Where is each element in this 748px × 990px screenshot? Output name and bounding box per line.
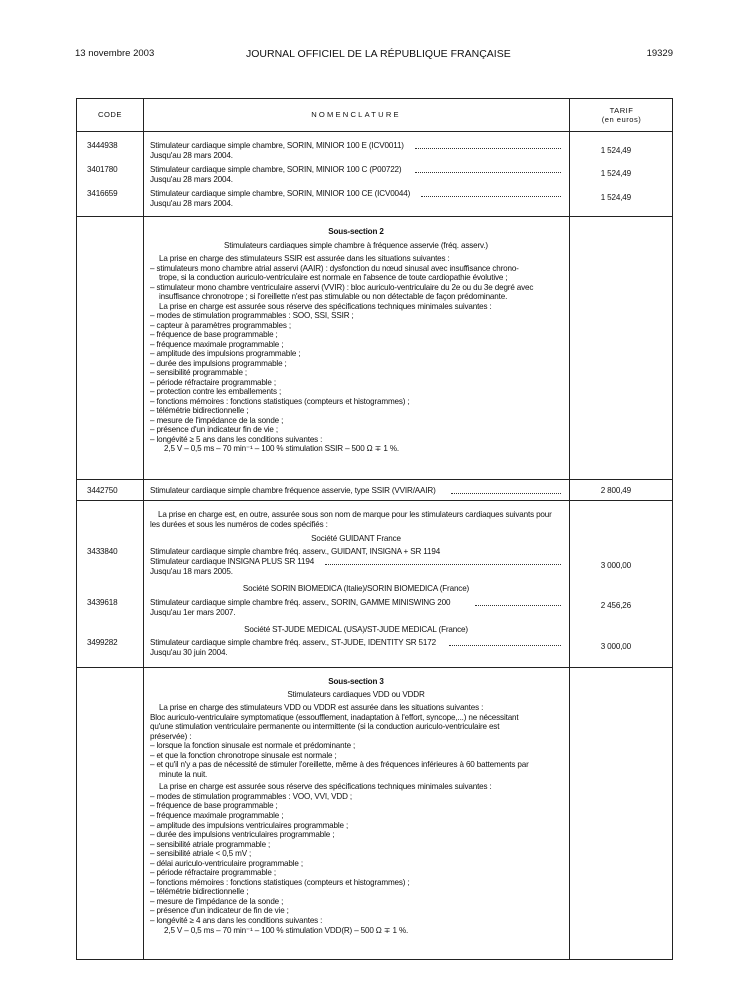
body-line: – présence d'un indicateur fin de vie ; xyxy=(150,425,278,434)
row-divider xyxy=(77,500,672,501)
body-line: – sensibilité atriale < 0,5 mV ; xyxy=(150,849,252,859)
company-name: Société GUIDANT France xyxy=(311,534,401,543)
body-line: – et qu'il n'y a pas de nécessité de stimuler l'oreillette, même à des fréquences inférieures à 60 battements par xyxy=(150,760,529,770)
body-line: – longévité ≥ 4 ans dans les conditions suivantes : xyxy=(150,916,323,926)
column-header-tarif-unit: (en euros) xyxy=(601,115,642,124)
body-line: – fréquence maximale programmable ; xyxy=(150,811,284,821)
body-line: – fréquence de base programmable ; xyxy=(150,330,278,339)
body-line: minute la nuit. xyxy=(159,769,208,779)
row-tarif: 2 800,49 xyxy=(600,486,631,495)
header-page-number: 19329 xyxy=(646,48,673,59)
row-description: Stimulateur cardiaque simple chambre fréquence asservie, type SSIR (VVIR/AAIR) xyxy=(150,486,436,495)
section-subheading: Stimulateurs cardiaques simple chambre à fréquence asservie (fréq. asserv.) xyxy=(224,241,488,250)
body-line: qu'une stimulation ventriculaire permanente ou intermittente (si la conduction auriculo-ventriculaire est xyxy=(150,722,500,732)
column-header-tarif: TARIF xyxy=(609,106,634,115)
body-line: – modes de stimulation programmables : VOO, VVI, VDD ; xyxy=(150,791,352,801)
row-note: Jusqu'au 28 mars 2004. xyxy=(150,199,233,208)
leader-dots xyxy=(421,196,561,197)
row-tarif: 1 524,49 xyxy=(600,193,631,202)
body-line: – durée des impulsions ventriculaires programmable ; xyxy=(150,830,335,840)
leader-dots xyxy=(415,172,561,173)
body-line: 2,5 V – 0,5 ms – 70 min⁻¹ – 100 % stimulation VDD(R) – 500 Ω ∓ 1 %. xyxy=(164,925,409,935)
row-description: Stimulateur cardiaque simple chambre, SORIN, MINIOR 100 E (ICV0011) xyxy=(150,141,404,150)
row-note: Jusqu'au 1er mars 2007. xyxy=(150,608,236,617)
column-header-nomenclature: NOMENCLATURE xyxy=(311,110,401,119)
row-tarif: 3 000,00 xyxy=(600,561,631,570)
body-line: La prise en charge des stimulateurs SSIR est assurée dans les situations suivantes : xyxy=(159,254,450,263)
row-code: 3433840 xyxy=(87,547,118,556)
company-name: Société SORIN BIOMEDICA (Italie)/SORIN BIOMEDICA (France) xyxy=(242,584,470,593)
body-line: – télémétrie bidirectionnelle ; xyxy=(150,406,249,415)
row-description: Stimulateur cardiaque simple chambre, SORIN, MINIOR 100 C (P00722) xyxy=(150,165,402,174)
body-line: insuffisance chronotrope ; si l'oreillette n'est pas stimulable ou non détectable de façon prédominante. xyxy=(159,292,508,301)
section-heading: Sous-section 3 xyxy=(328,677,384,686)
row-code: 3499282 xyxy=(87,638,118,647)
brands-intro: La prise en charge est, en outre, assurée sous son nom de marque pour les stimulateurs cardiaques suivants pour xyxy=(158,510,552,519)
body-line: – protection contre les emballements ; xyxy=(150,387,282,396)
row-tarif: 2 456,26 xyxy=(600,601,631,610)
body-line: – sensibilité programmable ; xyxy=(150,368,248,377)
section-body xyxy=(150,254,564,454)
body-line: – fonctions mémoires : fonctions statistiques (compteurs et histogrammes) ; xyxy=(150,396,410,406)
nomenclature-table xyxy=(76,98,673,960)
body-line: – capteur à paramètres programmables ; xyxy=(150,320,291,330)
row-note: Jusqu'au 28 mars 2004. xyxy=(150,151,233,160)
row-code: 3439618 xyxy=(87,598,118,607)
body-line: – mesure de l'impédance de la sonde ; xyxy=(150,415,284,425)
body-line: – télémétrie bidirectionnelle ; xyxy=(150,887,249,897)
body-line: La prise en charge des stimulateurs VDD ou VDDR est assurée dans les situations suivantes : xyxy=(159,703,484,712)
body-line: La prise en charge est assurée sous réserve des spécifications techniques minimales suivantes : xyxy=(159,301,492,311)
body-line: – longévité ≥ 5 ans dans les conditions suivantes : xyxy=(150,434,323,444)
company-name: Société ST-JUDE MEDICAL (USA)/ST-JUDE MEDICAL (France) xyxy=(244,625,468,634)
row-note: Jusqu'au 30 juin 2004. xyxy=(150,648,228,657)
leader-dots xyxy=(449,645,561,646)
row-tarif: 3 000,00 xyxy=(600,642,631,651)
row-divider xyxy=(77,479,672,480)
body-line: – stimulateur mono chambre ventriculaire asservi (VVIR) : bloc auriculo-ventriculaire du 2e ou du 3e degré avec xyxy=(150,282,534,292)
row-description: Stimulateur cardiaque simple chambre fréq. asserv., GUIDANT, INSIGNA + SR 1194 xyxy=(150,547,441,556)
row-note: Jusqu'au 28 mars 2004. xyxy=(150,175,233,184)
body-line: – période réfractaire programmable ; xyxy=(150,868,276,878)
section-subheading: Stimulateurs cardiaques VDD ou VDDR xyxy=(287,690,425,699)
row-description: Stimulateur cardiaque INSIGNA PLUS SR 1194 xyxy=(150,557,315,566)
body-line: La prise en charge est assurée sous réserve des spécifications techniques minimales suivantes : xyxy=(159,782,492,792)
column-divider-tarif xyxy=(569,99,570,959)
leader-dots xyxy=(451,493,561,494)
row-divider xyxy=(77,131,672,132)
body-line: préservée) : xyxy=(150,731,192,741)
column-header-code: CODE xyxy=(98,110,122,119)
row-tarif: 1 524,49 xyxy=(600,146,631,155)
header-title: JOURNAL OFFICIEL DE LA RÉPUBLIQUE FRANÇAISE xyxy=(246,48,511,60)
section-body xyxy=(150,703,564,935)
body-line: Bloc auriculo-ventriculaire symptomatique (essoufflement, inadaptation à l'effort, syncope,...) ne nécessitant xyxy=(150,712,519,722)
row-note: Jusqu'au 18 mars 2005. xyxy=(150,567,233,576)
brands-intro: les durées et sous les numéros de codes spécifiés : xyxy=(150,520,328,529)
row-tarif: 1 524,49 xyxy=(600,169,631,178)
row-code: 3416659 xyxy=(87,189,118,198)
row-code: 3444938 xyxy=(87,141,118,150)
body-line: – lorsque la fonction sinusale est normale et prédominante ; xyxy=(150,741,356,751)
body-line: – fréquence de base programmable ; xyxy=(150,801,278,811)
body-line: – mesure de l'impédance de la sonde ; xyxy=(150,896,284,906)
leader-dots xyxy=(415,148,561,149)
leader-dots xyxy=(325,564,561,565)
row-code: 3442750 xyxy=(87,486,118,495)
row-description: Stimulateur cardiaque simple chambre fréq. asserv., SORIN, GAMME MINISWING 200 xyxy=(150,598,451,607)
header-date: 13 novembre 2003 xyxy=(75,48,155,59)
body-line: – et que la fonction chronotrope sinusale est normale ; xyxy=(150,750,337,760)
row-divider xyxy=(77,667,672,668)
body-line: – durée des impulsions programmable ; xyxy=(150,358,287,368)
body-line: – fonctions mémoires : fonctions statistiques (compteurs et histogrammes) ; xyxy=(150,877,410,887)
body-line: – délai auriculo-ventriculaire programmable ; xyxy=(150,858,303,868)
row-divider xyxy=(77,216,672,217)
body-line: – période réfractaire programmable ; xyxy=(150,377,276,387)
row-description: Stimulateur cardiaque simple chambre, SORIN, MINIOR 100 CE (ICV0044) xyxy=(150,189,411,198)
body-line: – amplitude des impulsions ventriculaires programmable ; xyxy=(150,820,349,830)
body-line: – modes de stimulation programmables : SOO, SSI, SSIR ; xyxy=(150,311,354,320)
body-line: trope, si la conduction auriculo-ventriculaire est normale en l'absence de toute cardiopathie évolutive ; xyxy=(159,273,508,282)
body-line: 2,5 V – 0,5 ms – 70 min⁻¹ – 100 % stimulation SSIR – 500 Ω ∓ 1 %. xyxy=(164,444,399,453)
leader-dots xyxy=(475,605,561,606)
body-line: – sensibilité atriale programmable ; xyxy=(150,839,271,849)
body-line: – fréquence maximale programmable ; xyxy=(150,339,284,349)
section-heading: Sous-section 2 xyxy=(328,227,384,236)
row-code: 3401780 xyxy=(87,165,118,174)
body-line: – stimulateurs mono chambre atrial asservi (AAIR) : dysfonction du nœud sinusal avec insuffisance chrono- xyxy=(150,263,519,273)
body-line: – amplitude des impulsions programmable ; xyxy=(150,349,301,358)
body-line: – présence d'un indicateur de fin de vie ; xyxy=(150,906,289,916)
row-description: Stimulateur cardiaque simple chambre fréq. asserv., ST-JUDE, IDENTITY SR 5172 xyxy=(150,638,436,647)
